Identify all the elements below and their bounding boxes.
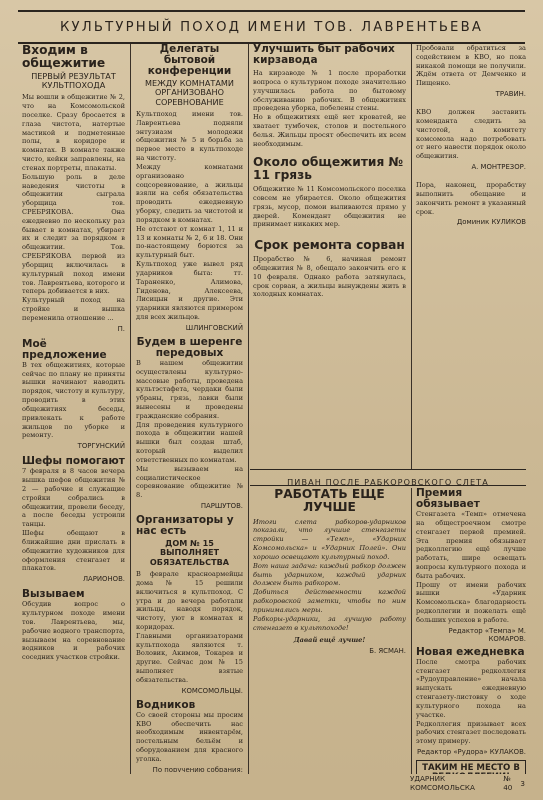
article-text: Мы вызываем на социалистическое соревнование общежитие № 8. [136,464,243,500]
article-text: Не отстают от комнат 1, 11 и 13 и комнаты № 2, 6 и 18. Они по-настоящему борются за культурный быт. [136,224,243,260]
column-2 [136,44,243,772]
article-heading: Вызываем [22,588,85,601]
article-text: Общежитие № 11 Комсомольского поселка совсем не убирается. Около общежития грязь, мусор, помои выливаются прямо у дверей. Комендант общежития не принимает никаких мер. [253,185,406,229]
article-text: Но в общежитиях ещё нет кроватей, не хватает тумбочек, столов и постельного белья. Жильцы просят обеспечить их всем необходимым. [253,113,406,148]
article-signature: ПАРШУТОВ. [200,502,243,511]
column-rule [411,488,412,774]
column-4-top [416,44,526,466]
center-article [253,488,406,774]
article-text: Обсудив вопрос о культурном походе имени тов. Лаврентьева, мы, рабочие водного транспорта, вызываем на соревнование водников и рабочих соседних участков стройки. [22,600,125,662]
article-heading: РАБОТАТЬ ЕЩЕ ЛУЧШЕ [274,488,385,514]
article-subheading: ПЕРВЫЙ РЕЗУЛЬТАТ КУЛЬТПОХОДА [31,70,116,90]
article-text: Культпоход уже вывел ряд ударников быта: тт. Тараненко, Алимова, Гиденова, Алексеева, Лисицын и другие. Эти ударники являются примером для всех жильцов. [136,260,243,321]
article-heading: Шефы помогают [22,455,125,468]
section-banner-title: ПИВАН ПОСЛЕ РАБКОРОВСКОГО СЛЕТА [287,477,489,487]
article-text: Главными организаторами культпохода являются т. Воловик, Акимов, Токарев и другие. Сейчас дом № 15 выполняет взятые обязательства. [136,631,243,684]
column-rule [248,44,249,774]
article-heading: Срок ремонта сорван [254,238,405,253]
page-footer [410,775,525,791]
column-rule [411,44,412,469]
masthead-title: КУЛЬТУРНЫЙ ПОХОД ИМЕНИ ТОВ. ЛАВРЕНТЬЕВА [59,19,484,35]
article-subheading: МЕЖДУ КОМНАТАМИ ОРГАНИЗОВАНО СОРЕВНОВАНИЕ [145,78,234,107]
article-signature: ЛАРИОНОВ. [82,575,125,584]
article-signature: Доминик КУЛИКОВ [456,218,526,227]
article-text: Культурный поход на стройке и вышка переменила отношение ... [22,296,125,322]
article-signature: По поручению собрания: [152,765,243,772]
article-text: В тех общежитиях, которые сейчас по плану не приняты вышки начинают наводить порядок, чистоту и культуру, проводить в этих общежитиях беседы, привлекать к работе жильцов по уборке и ремонту. [22,360,125,440]
article-text: 7 февраля в 8 часов вечера вышка шефов общежития № 2 — рабочие и служащие стройки собрались в общежитии, провели беседу, а после беседы устроили танцы. [22,467,125,529]
article-text: КВО должен заставить коменданта следить за чистотой, а комитету комсомола надо потребовать от него навести порядок около общежития. [416,108,526,161]
section-banner [250,469,526,486]
article-text: В нашем общежитии осуществлены культурно-массовые работы, проведена культэстафета, чердаки были убраны, грязь, лавки были вынесены и проведены гражданские собрания. [136,358,243,420]
article-text: После смотра рабочих стенгазет редколлегия «Рудоуправление» начала выпускать ежедневную стенгазету-листовку о ходе культурного похода на участке. [416,657,526,719]
article-heading: Новая ежедневка [416,645,525,658]
masthead [18,10,525,44]
article-text: Мы вошли в общежитие № 2, что на Комсомольской поселке. Сразу бросается в глаза чистота, натертые мастикой и подметенные полы, в коридоре и комнатах. В комнате также чисто, кейки заправлены, на стенах портреты, плакаты. [22,93,125,172]
article-heading: Делегаты бытовой конференции [147,44,232,78]
article-heading: ТАКИМ НЕ МЕСТО В [422,763,520,774]
article-text: Вот наша задача: каждый рабкор должен быть ударником, каждый ударник должен быть рабкором. [253,561,406,588]
article-heading: Премия обязывает [416,488,480,511]
article-heading: Водников [136,698,196,711]
article-signature: А. МОНТРЕЗОР. [471,163,526,172]
article-text: Между комнатами организовано соцсоревнование, а жильцы взяли на себя обязательства проводить ежедневную уборку, следить за чистотой и порядком в комнатах. [136,162,243,224]
article-text: Большую роль в деле наведения чистоты в общежитии сыграла уборщица тов. СРЕБРЯКОВА. Она ежедневно по нескольку раз бывает в комнатах, убирает их и следит за порядком в общежитии. Тов. СРЕБРЯКОВА первой из уборщиц включилась в культурный поход имени тов. Лаврентьева, которого и теперь добивается в них. [22,172,125,296]
article-text: Для проведения культурного похода в общежитии нашей вышки был создан штаб, который выделил ответственных по комнатам. [136,420,243,464]
article-text: Добиться действенности каждой рабкоровской заметки, чтобы по ним принимались меры. [253,588,406,614]
article-text: На кирзаводе № 1 после проработки вопроса о культурном походе значительно улучшилась работа по бытовому обслуживанию рабочих. В общежитиях проведена уборка, побелены стены. [253,69,406,113]
article-box [416,760,526,774]
issue-number: № 40 [503,774,513,792]
column-1 [22,44,125,772]
article-signature: Редактор «Рудора» КУЛАКОВ. [417,748,526,757]
column-rule [130,44,131,774]
article-text: Рабкоры-ударники, за лучшую работу стенгазет в культпоходе! [253,614,406,632]
article-text: В феврале красноармейцы дома № 15 решили включиться в культпоход. С утра и до вечера работали жильцы, наводя порядок, чистоту, уют в комнатах и коридорах. [136,570,243,631]
article-text: Прошу от имени рабочих вышки «Ударник Комсомольска» благодарность редколлегии и пожелать ещё больших успехов в работе. [416,580,526,624]
article-text: Со своей стороны мы просим КВО обеспечить нас необходимым инвентарём, постельным бельём и оборудованием для красного уголка. [136,710,243,763]
article-text: Давай ещё лучше! [293,636,366,645]
column-3-top [253,44,406,466]
article-text: Пора, наконец, прорабству выполнить обещание и закончить ремонт в указанный срок. [416,181,526,216]
article-signature: КОМСОМОЛЬЦЫ. [181,686,243,695]
article-heading: Будем в шеренге передовых [136,335,243,359]
article-heading: Входим в общежитие [22,44,106,70]
article-signature: П. [117,324,125,333]
article-signature: ТРАВИН. [495,90,526,99]
article-heading: Около общежития № 11 грязь [253,155,404,183]
article-text: Культпоход имени тов. Лаврентьева подняли энтузиазм молодежи общежития № 5 и борьба за первое место в культпоходе на чистоту. [136,109,243,163]
article-text: Прорабство № 6, начиная ремонт общежития № 8, обещало закончить его к 10 февраля. Однако работа затянулась, срок сорван, а жильцы вынуждены жить в холодных комнатах. [253,255,406,299]
article-heading: Моё предложение [22,337,107,361]
newspaper-name: УДАРНИК КОМСОМОЛЬСКА [410,774,475,792]
article-text: Пробовали обратиться за содействием в КВО, но пока никакой помощи не получили. Ждём ответа от Демченко и Пищенко. [416,44,526,88]
article-text: Шефы обещают в ближайшие дни прислать в общежитие художников для оформления стенгазет и плакатов. [22,529,125,573]
article-signature: Б. ЯСМАН. [369,647,406,656]
column-4-bottom [416,488,526,774]
article-signature: Редактор «Темпа» М. КОМАРОВ. [448,626,526,643]
article-text: Редколлегия призывает всех рабочих стенгазет последовать этому примеру. [416,719,526,746]
article-signature: ТОРГУНСКИЙ [77,442,125,451]
article-heading: Организаторы у нас есть [136,514,234,538]
article-signature: ШЛИНГОВСКИЙ [185,323,243,332]
article-text: Стенгазета «Темп» отмечена на общестроечном смотре стенгазет первой премией. Эта премия обязывает редколлегию ещё лучше работать, шире освещать вопросы культурного похода и быта рабочих. [416,510,526,580]
article-heading: Улучшить быт рабочих кирзавода [253,44,395,67]
article-text: Итоги слета рабкоров-ударников показали, что лучшие стенгазеты стройки — «Темп», «Ударник Комсомольска» и «Ударник Полей». Они хорошо освещают культурный поход. [253,517,406,561]
article-subheading: ДОМ № 15 ВЫПОЛНЯЕТ ОБЯЗАТЕЛЬСТВА [149,538,230,567]
page-number: 3 [520,778,525,788]
